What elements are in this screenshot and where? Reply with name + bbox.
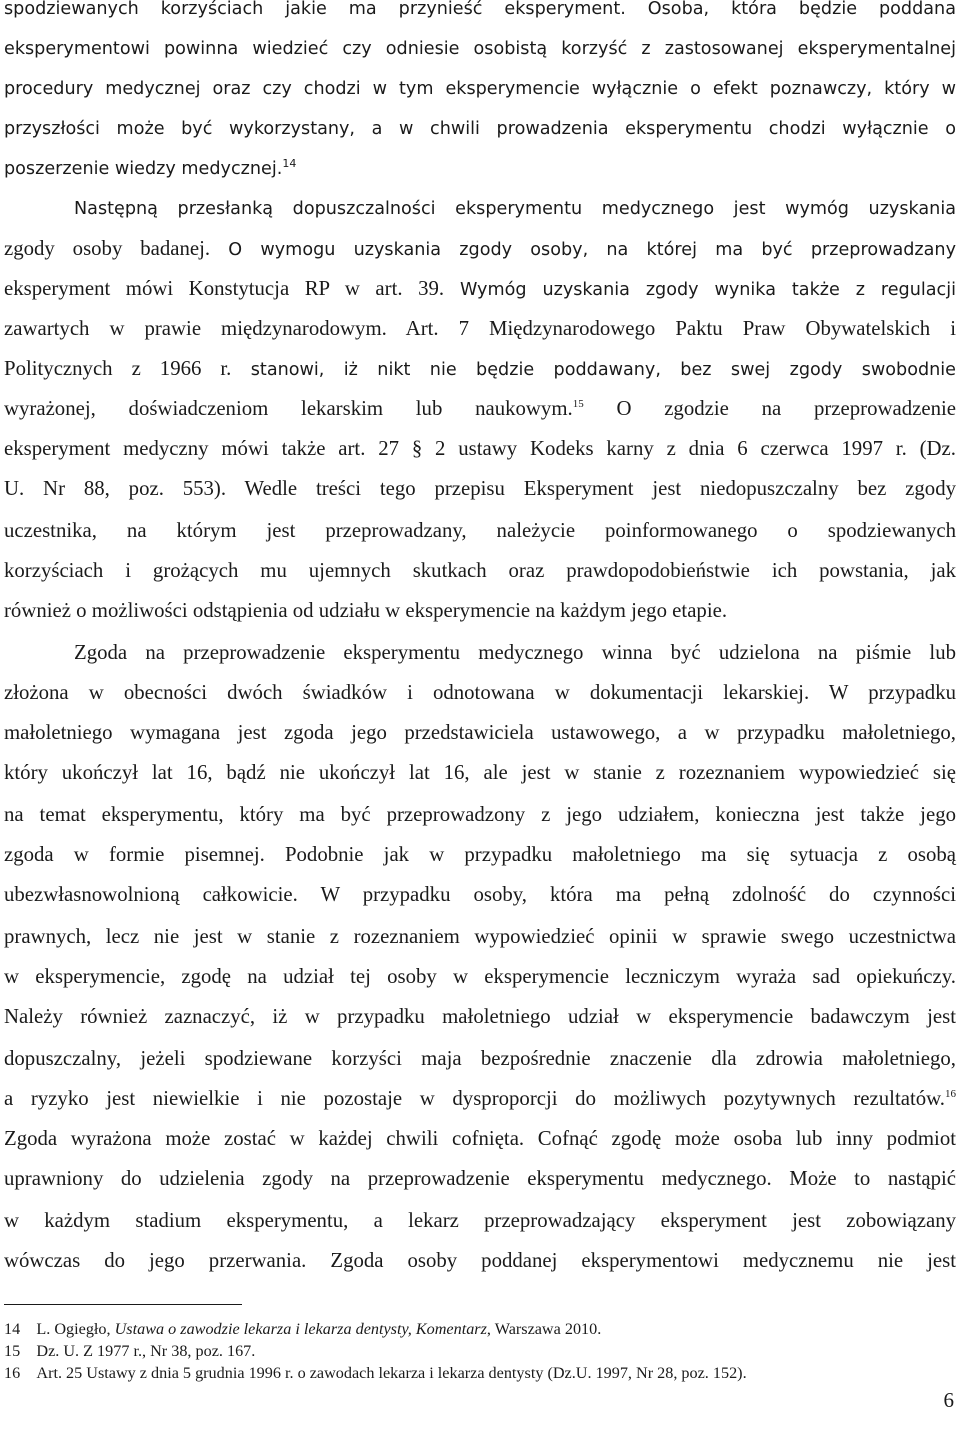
footnote-number: 15 [4,1342,37,1360]
text-line: Należy również zaznaczyć, iż w przypadku małoletniego udział w eksperymencie badawczym jest [4,1005,956,1028]
text-line: prawnych, lecz nie jest w stanie z rozeznaniem wypowiedzieć opinii w sprawie swego uczestnictwa [4,925,956,948]
footnote-ref[interactable]: 14 [282,157,297,171]
text-line: wówczas do jego przerwania. Zgoda osoby poddanej eksperymentowi medycznemu nie jest [4,1249,956,1272]
text-line: spodziewanych korzyściach jakie ma przynieść eksperyment. Osoba, która będzie poddana [4,0,956,19]
text-line: na temat eksperymentu, który ma być przeprowadzony z jego udziałem, konieczna jest także jego [4,803,956,826]
text-line: Zgoda na przeprowadzenie eksperymentu medycznego winna być udzielona na piśmie lub [74,641,956,664]
text-line: U. Nr 88, poz. 553). Wedle treści tego przepisu Eksperyment jest niedopuszczalny bez zgody [4,477,956,500]
footnote-14: 14 L. Ogiegło, Ustawa o zawodzie lekarza i lekarza dentysty, Komentarz, Warszawa 2010. [4,1320,602,1338]
text-line: który ukończył lat 16, bądź nie ukończył lat 16, ale jest w stanie z rozeznaniem wypowiedzieć się [4,761,956,784]
text-line: poszerzenie wiedzy medycznej.$^{14}$ [4,157,297,179]
text-line: zgody osoby badanej. O wymogu uzyskania zgody osoby, na której ma być przeprowadzany [4,237,956,260]
text-line: procedury medycznej oraz czy chodzi w tym eksperymencie wyłącznie o efekt poznawczy, który w [4,79,956,99]
text-line: również o możliwości odstąpienia od udziału w eksperymencie na każdym jego etapie. [4,599,728,622]
text-line: eksperyment mówi Konstytucja RP w art. 39. Wymóg uzyskania zgody wynika także z regulacji [4,277,956,300]
text-line: uprawniony do udzielenia zgody na przeprowadzenie eksperymentu medycznego. Może to nastąpić [4,1167,956,1190]
footnote-ref[interactable]: 15 [572,398,584,411]
footnote-15: 15 Dz. U. Z 1977 r., Nr 38, poz. 167. [4,1342,256,1360]
text-line: ubezwłasnowolnioną całkowicie. W przypadku osoby, która ma pełną zdolność do czynności [4,883,956,906]
text-line: dopuszczalny, jeżeli spodziewane korzyści maja bezpośrednie znaczenie dla zdrowia małoletniego, [4,1047,956,1070]
text-line: Następną przesłanką dopuszczalności eksperymentu medycznego jest wymóg uzyskania [74,199,956,219]
footnote-rule [4,1304,242,1305]
text-line: a ryzyko jest niewielkie i nie pozostaje w dysproporcji do możliwych pozytywnych rezultatów.$^{16}$ [4,1087,956,1110]
text-line: przyszłości może być wykorzystany, a w chwili prowadzenia eksperymentu chodzi wyłącznie o [4,119,956,139]
footnote-ref[interactable]: 16 [945,1088,956,1101]
text-line: wyrażonej, doświadczeniom lekarskim lub naukowym.$^{15}$ O zgodzie na przeprowadzenie [4,397,956,420]
footnote-number: 16 [4,1364,37,1382]
text-line: korzyściach i grożących mu ujemnych skutkach oraz prawdopodobieństwie ich powstania, jak [4,559,956,582]
footnote-16: 16 Art. 25 Ustawy z dnia 5 grudnia 1996 r. o zawodach lekarza i lekarza dentysty (Dz.U. 1997, Nr 28, poz. 152). [4,1364,747,1382]
text-line: zgoda w formie pisemnej. Podobnie jak w przypadku małoletniego ma się sytuacja z osobą [4,843,956,866]
text-line: w każdym stadium eksperymentu, a lekarz przeprowadzający eksperyment jest zobowiązany [4,1209,956,1232]
text-line: złożona w obecności dwóch świadków i odnotowana w dokumentacji lekarskiej. W przypadku [4,681,956,704]
text-line: Zgoda wyrażona może zostać w każdej chwili cofnięta. Cofnąć zgodę może osoba lub inny podmiot [4,1127,956,1150]
text-line: uczestnika, na którym jest przeprowadzany, należycie poinformowanego o spodziewanych [4,519,956,542]
text-line: małoletniego wymagana jest zgoda jego przedstawiciela ustawowego, a w przypadku małoletniego, [4,721,956,744]
text-line: eksperyment medyczny mówi także art. 27 § 2 ustawy Kodeks karny z dnia 6 czerwca 1997 r. (Dz. [4,437,956,460]
text-line: w eksperymencie, zgodę na udział tej osoby w eksperymencie leczniczym wyraża sad opiekuńczy. [4,965,956,988]
text-line: Politycznych z 1966 r. stanowi, iż nikt nie będzie poddawany, bez swej zgody swobodnie [4,357,956,380]
text-line: zawartych w prawie międzynarodowym. Art. 7 Międzynarodowego Paktu Praw Obywatelskich i [4,317,956,340]
page-number: 6 [943,1388,954,1412]
text-line: eksperymentowi powinna wiedzieć czy odniesie osobistą korzyść z zastosowanej eksperymentalnej [4,39,956,59]
footnote-number: 14 [4,1320,37,1338]
